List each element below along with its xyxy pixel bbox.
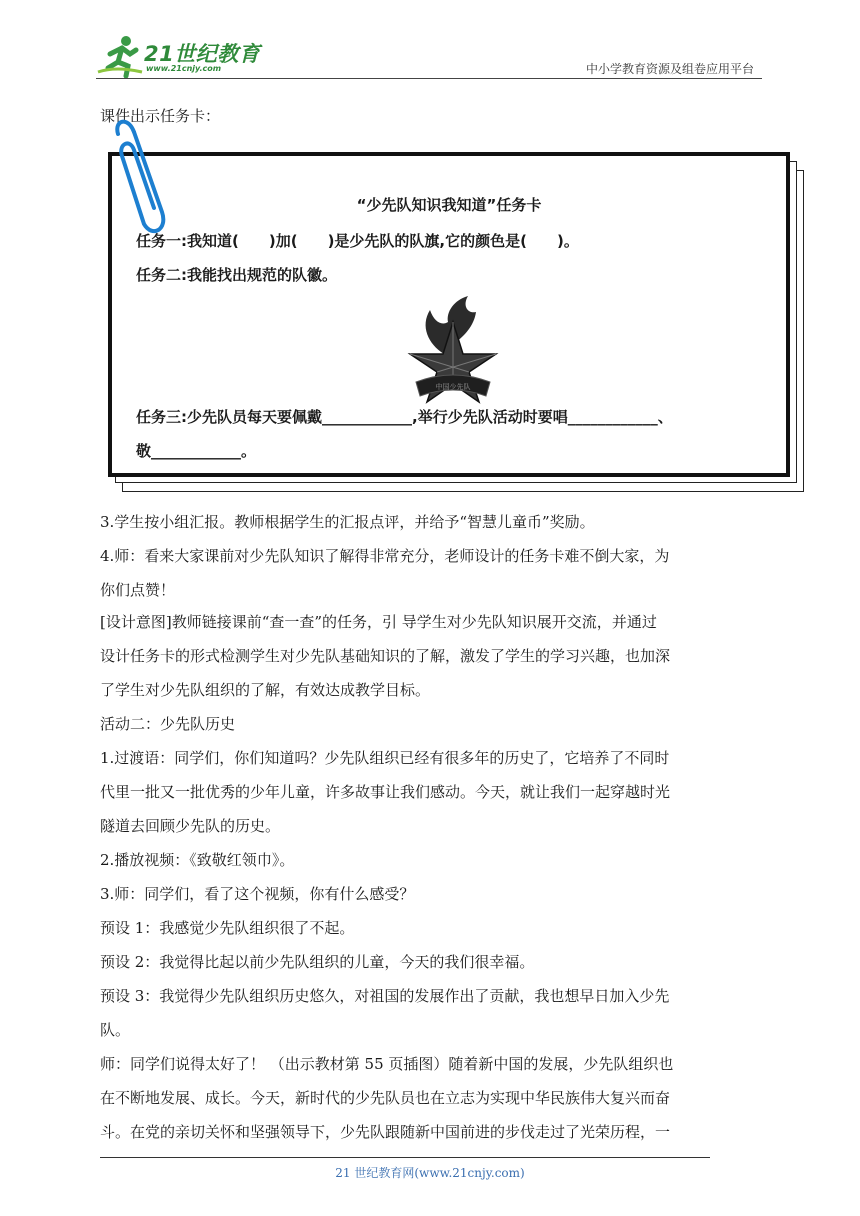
task-one: 任务一:我知道( )加( )是少先队的队旗,它的颜色是( )。 — [136, 232, 579, 250]
paragraph: 预设 3：我觉得少先队组织历史悠久，对祖国的发展作出了贡献，我也想早日加入少先 — [100, 987, 670, 1005]
paragraph: 你们点赞！ — [100, 581, 176, 599]
footer-link[interactable]: 21 世纪教育网(www.21cnjy.com) — [335, 1166, 525, 1180]
paragraph: 设计任务卡的形式检测学生对少先队基础知识的了解，激发了学生的学习兴趣，也加深 — [100, 647, 671, 665]
intro-text: 课件出示任务卡： — [100, 107, 221, 125]
paragraph: 4.师：看来大家课前对少先队知识了解得非常充分，老师设计的任务卡难不倒大家，为 — [100, 547, 670, 565]
paragraph: 斗。在党的亲切关怀和坚强领导下，少先队跟随新中国前进的步伐走过了光荣历程，一 — [100, 1123, 671, 1141]
paragraph: 预设 2：我觉得比起以前少先队组织的儿童，今天的我们很幸福。 — [100, 953, 535, 971]
task-card-title: “少先队知识我知道”任务卡 — [356, 196, 542, 214]
badge-text: 中国少先队 — [435, 383, 471, 391]
task-three-line2: 敬____________。 — [136, 442, 257, 460]
paragraph: [设计意图]教师链接课前“查一查”的任务，引 导学生对少先队知识展开交流，并通过 — [100, 613, 657, 631]
paragraph: 1.过渡语：同学们，你们知道吗？少先队组织已经有很多年的历史了，它培养了不同时 — [100, 749, 670, 767]
paragraph: 隧道去回顾少先队的历史。 — [100, 817, 281, 835]
task-card — [108, 152, 808, 497]
task-card-front — [108, 152, 790, 477]
paragraph: 2.播放视频：《致敬红领巾》。 — [100, 851, 295, 869]
paragraph: 在不断地发展、成长。今天，新时代的少先队员也在立志为实现中华民族伟大复兴而奋 — [100, 1089, 671, 1107]
paragraph: 代里一批又一批优秀的少年儿童，许多故事让我们感动。今天，就让我们一起穿越时光 — [100, 783, 671, 801]
runner-logo-icon — [96, 32, 144, 78]
logo-url: www.21cnjy.com — [146, 64, 222, 73]
page-header — [96, 30, 762, 80]
pioneer-badge-icon — [398, 292, 508, 407]
paragraph: 了学生对少先队组织的了解，有效达成教学目标。 — [100, 681, 431, 699]
site-logo[interactable] — [96, 32, 266, 78]
platform-title: 中小学教育资源及组卷应用平台 — [585, 62, 754, 76]
section-heading: 活动二：少先队历史 — [100, 715, 236, 733]
task-two: 任务二:我能找出规范的队徽。 — [136, 266, 337, 284]
paperclip-icon — [112, 104, 182, 244]
logo-text: 21世纪教育 — [144, 42, 261, 66]
paragraph: 预设 1：我感觉少先队组织很了不起。 — [100, 919, 355, 937]
header-divider — [96, 78, 762, 79]
paragraph: 队。 — [100, 1021, 131, 1039]
footer-divider — [100, 1157, 710, 1158]
task-three-line1: 任务三:少先队员每天要佩戴____________,举行少先队活动时要唱____________、 — [136, 408, 673, 426]
paragraph: 3.学生按小组汇报。教师根据学生的汇报点评，并给予“智慧儿童币”奖励。 — [100, 513, 595, 531]
paragraph: 3.师：同学们，看了这个视频，你有什么感受？ — [100, 885, 415, 903]
paragraph: 师：同学们说得太好了！ （出示教材第 55 页插图）随着新中国的发展，少先队组织也 — [100, 1055, 674, 1073]
